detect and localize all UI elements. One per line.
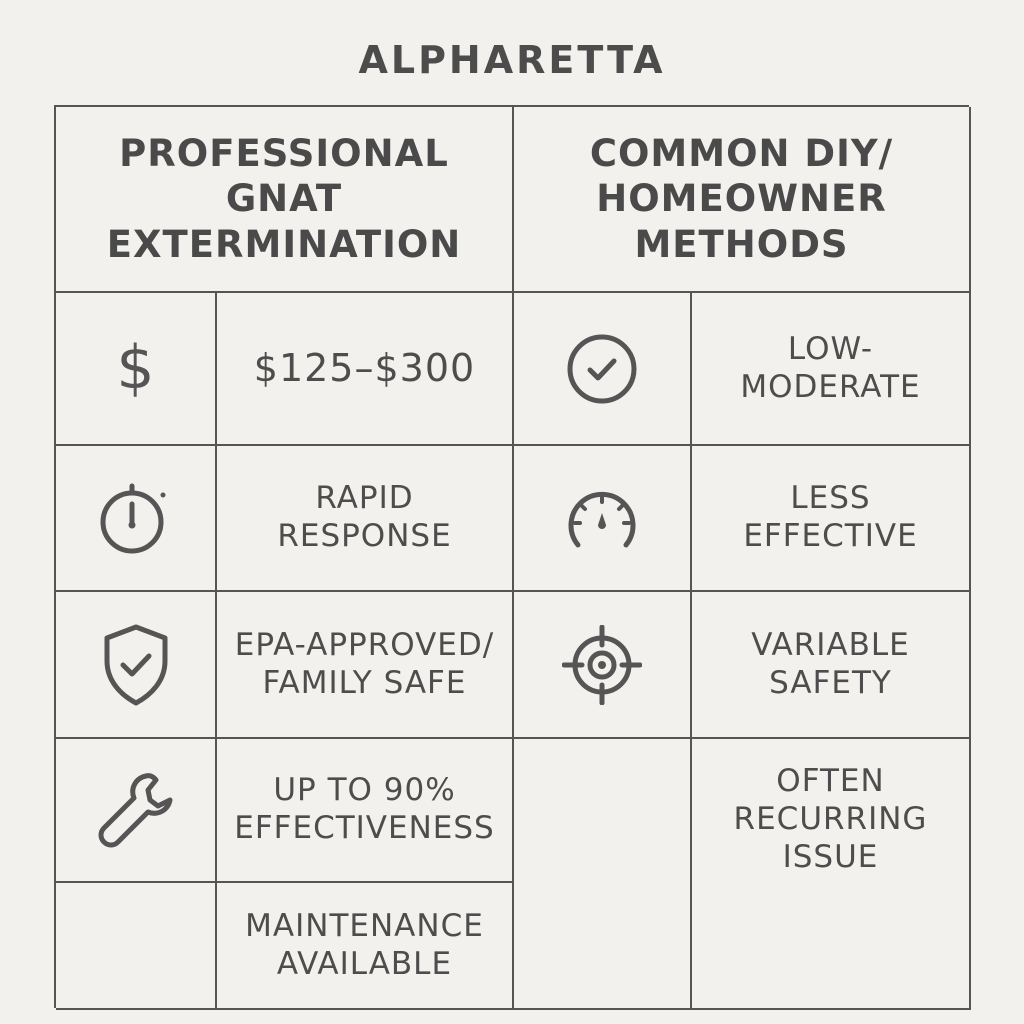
shield-check-icon [101,623,171,707]
cost-icon-cell [56,293,217,446]
gauge-icon [564,485,640,551]
effectiveness-icon-cell [56,739,217,883]
diy-safety-icon-cell [514,592,692,739]
professional-maintenance: MAINTENANCE AVAILABLE [245,907,484,982]
professional-effectiveness-cell [217,739,514,883]
professional-safety-cell [217,592,514,739]
professional-speed-cell [217,446,514,592]
professional-effectiveness: UP TO 90% EFFECTIVENESS [234,772,495,846]
check-circle-icon [565,332,639,406]
diy-recurring: OFTEN RECURRING ISSUE [733,763,928,875]
professional-maintenance-cell [217,883,514,1010]
diy-cost-icon-cell [514,293,692,446]
dollar-sign-icon: $ [116,332,155,403]
diy-speed-cell [692,446,971,592]
diy-safety: VARIABLE SAFETY [751,626,910,701]
professional-cost: $125–$300 [253,346,476,391]
page-title: ALPHARETTA [358,38,666,82]
diy-cost-cell [692,293,971,446]
crosshair-target-icon [562,625,642,705]
speed-icon-cell [56,446,217,592]
professional-speed: RAPID RESPONSE [277,480,452,554]
diy-safety-cell [692,592,971,739]
diy-empty-icon-cell [514,739,692,1010]
diy-speed: LESS EFFECTIVE [743,480,918,554]
diy-cost: LOW- MODERATE [740,330,921,405]
comparison-table [54,105,969,1008]
professional-safety: EPA-APPROVED/ FAMILY SAFE [234,626,495,701]
professional-cost-cell [217,293,514,446]
diy-recurring-cell [692,739,971,1010]
diy-speed-icon-cell [514,446,692,592]
maintenance-icon-cell [56,883,217,1010]
safety-icon-cell [56,592,217,739]
wrench-icon [96,770,176,850]
professional-header: PROFESSIONAL GNAT EXTERMINATION [106,132,462,266]
stopwatch-icon [99,478,173,558]
professional-header-cell [56,107,514,293]
diy-header-cell [514,107,971,293]
diy-header: COMMON DIY/ HOMEOWNER METHODS [589,132,894,266]
